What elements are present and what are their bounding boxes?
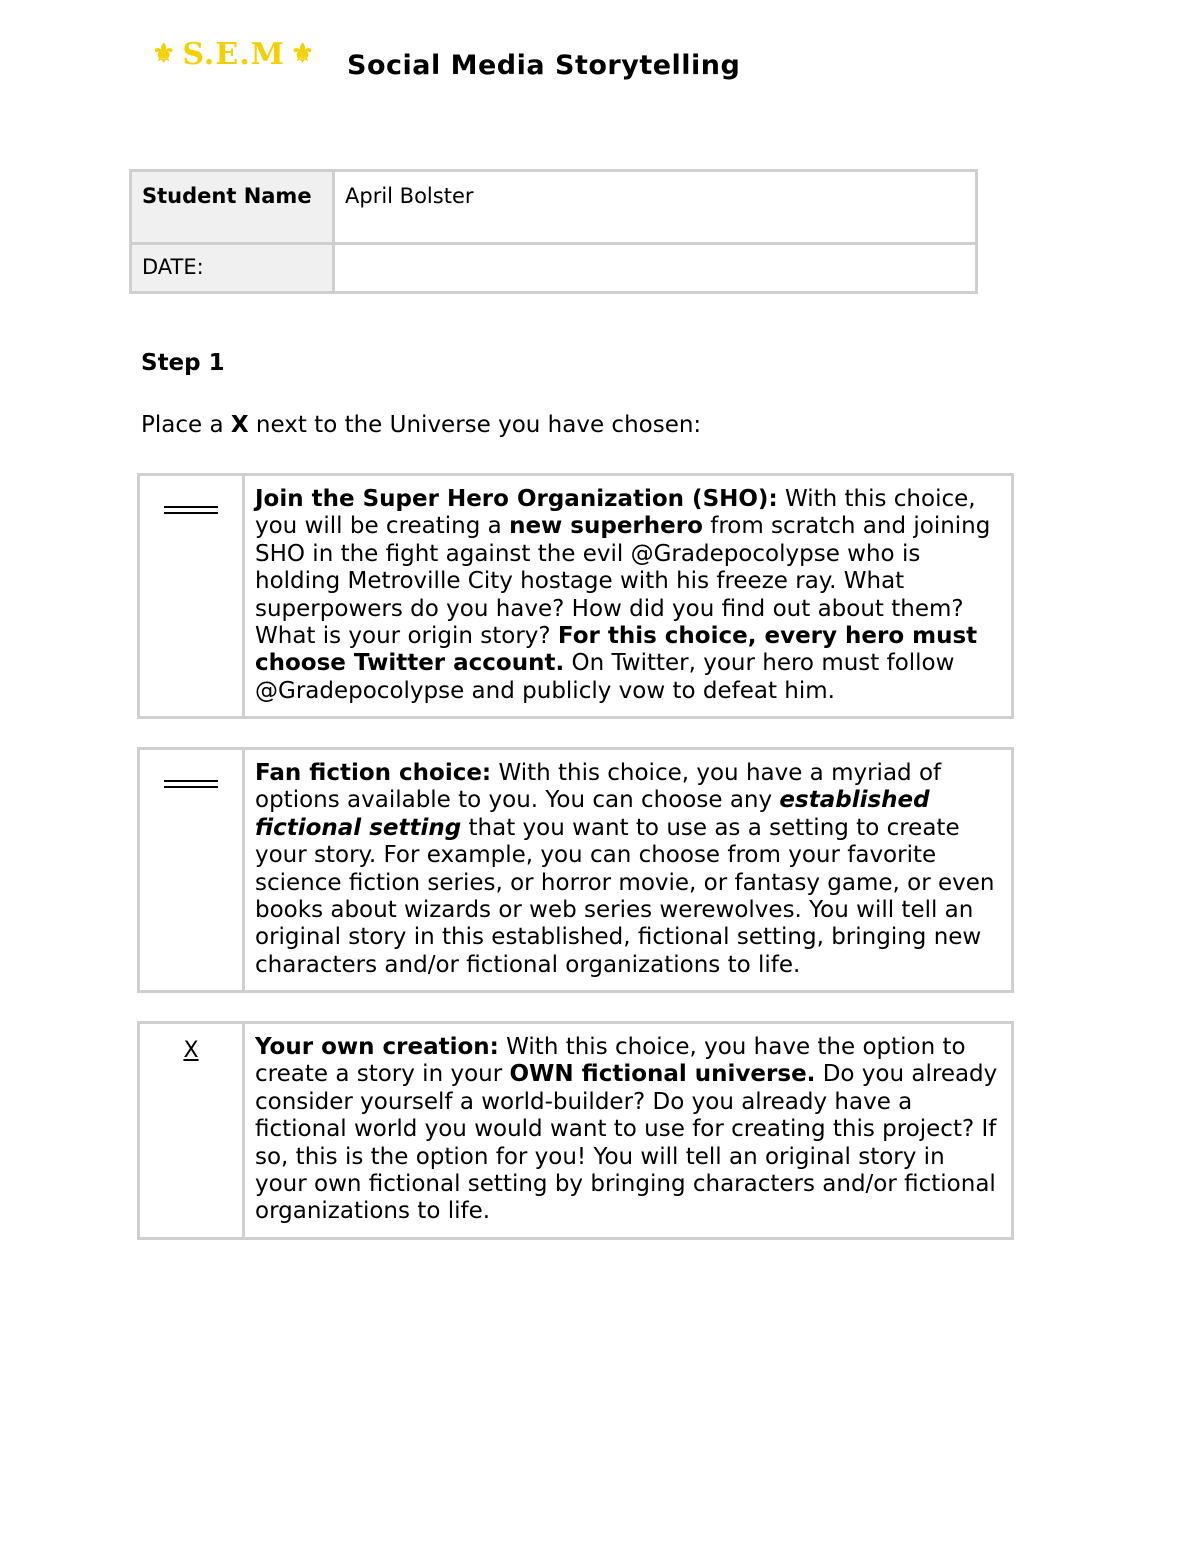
choice-mark-cell[interactable] (139, 749, 244, 992)
choice-fan-fiction (137, 747, 1014, 993)
choice-mark-cell[interactable] (139, 475, 244, 718)
student-name-value[interactable]: April Bolster (334, 171, 977, 244)
student-name-label: Student Name (131, 171, 334, 244)
step-instruction: Place a X next to the Universe you have chosen: (141, 412, 702, 438)
student-name-row (131, 171, 977, 244)
date-row (131, 244, 977, 293)
choice-heading: Fan fiction choice: (255, 760, 492, 786)
blank-mark-line (164, 780, 218, 788)
step-heading: Step 1 (141, 350, 225, 376)
document-title: Social Media Storytelling (347, 50, 741, 81)
choice-own-creation (137, 1021, 1014, 1240)
logo-text: S.E.M (182, 36, 285, 72)
fleur-de-lis-icon: ⚜ (290, 39, 316, 69)
choice-sho (137, 473, 1014, 719)
choice-description: Join the Super Hero Organization (SHO): With this choice, you will be creating a new superhero from scratch and joining SHO in the fight against the evil @Gradepocolypse who is holding Metroville City hostage with his freeze ray. What superpowers do you have? How did you find out about them? What is your origin story? For this choice, every hero must choose Twitter account. On Twitter, your hero must follow @Gradepocolypse and publicly vow to defeat him. (244, 475, 1013, 718)
student-info-table (129, 169, 978, 294)
choice-heading: Your own creation: (255, 1034, 499, 1060)
choice-heading: Join the Super Hero Organization (SHO): (255, 486, 778, 512)
blank-mark-line (164, 506, 218, 514)
choice-mark-cell[interactable] (139, 1023, 244, 1239)
sem-logo (146, 34, 332, 74)
date-label: DATE: (131, 244, 334, 293)
selected-x-mark: X (183, 1038, 199, 1063)
fleur-de-lis-icon: ⚜ (152, 39, 177, 69)
choice-description: Your own creation: With this choice, you have the option to create a story in your OWN fictional universe. Do you already consider yourself a world-builder? Do you already have a fictional world you would want to use for creating this project? If so, this is the option for you! You will tell an original story in your own fictional setting by bringing characters and/or fictional organizations to life. (244, 1023, 1013, 1239)
date-value[interactable] (334, 244, 977, 293)
choice-description: Fan fiction choice: With this choice, you have a myriad of options available to you. You can choose any established fictional setting that you want to use as a setting to create your story. For example, you can choose from your favorite science fiction series, or horror movie, or fantasy game, or even books about wizards or web series werewolves. You will tell an original story in this established, fictional setting, bringing new characters and/or fictional organizations to life. (244, 749, 1013, 992)
